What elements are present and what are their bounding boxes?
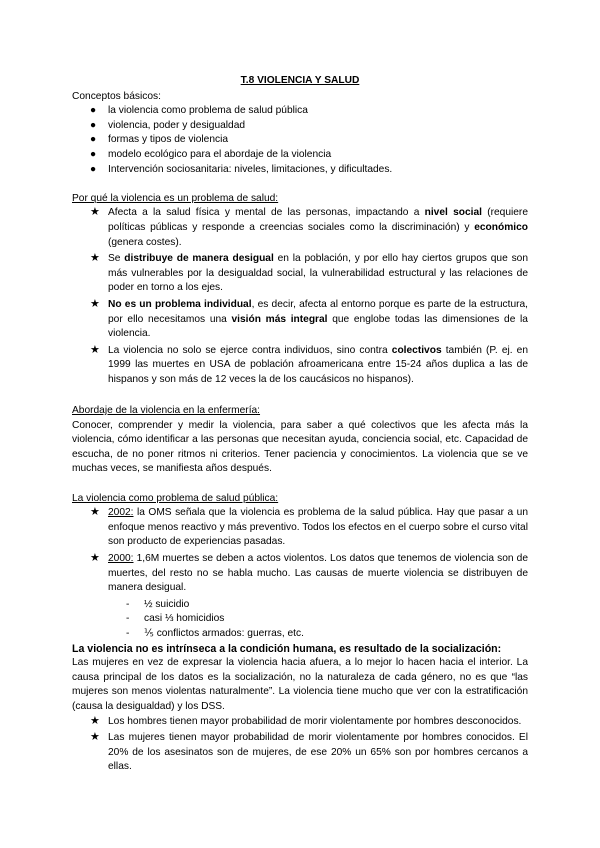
death-causes-list: [72, 598, 528, 642]
list-item: ● la violencia como problema de salud pública: [90, 104, 528, 119]
dash-icon: -: [126, 627, 130, 639]
document-title: T.8 VIOLENCIA Y SALUD: [240, 75, 360, 86]
why-health-list: [72, 206, 528, 387]
section-heading-public-health: La violencia como problema de salud pública:: [72, 492, 279, 504]
bold-statement: La violencia no es intrínseca a la condición humana, es resultado de la socialización:: [72, 642, 502, 655]
bullet-icon: ●: [90, 119, 97, 131]
list-item: ★ La violencia no solo se ejerce contra individuos, sino contra colectivos también (P. ej. en 1999 las muertes en USA de población afroamericana entre 15-24 años duplica a las de hispanos y son más de 12 veces la de los caucásicos no hispanos).: [90, 343, 528, 385]
star-icon: ★: [90, 252, 100, 265]
list-item: - ½ suicidio: [126, 598, 528, 613]
list-item: - ⅕ conflictos armados: guerras, etc.: [126, 627, 528, 642]
section-heading-why-health: Por qué la violencia es un problema de salud:: [72, 192, 279, 204]
bullet-icon: ●: [90, 105, 97, 117]
list-item: ★ 2000: 1,6M muertes se deben a actos violentos. Los datos que tenemos de violencia son de muertes, del resto no se habla mucho. Las causas de muerte violencia se distribuyen de manera desigual.: [90, 552, 528, 594]
dash-icon: -: [126, 598, 130, 610]
intro-list: [72, 104, 528, 177]
list-item: - casi ⅓ homicidios: [126, 612, 528, 627]
list-item: ★ 2002: la OMS señala que la violencia es problema de la salud pública. Hay que pasar a un enfoque menos reactivo y más preventivo. Todos los efectos en el cuerpo sobre el curso vital son producto de experiencias pasadas.: [90, 506, 528, 548]
intro-heading: Conceptos básicos:: [72, 90, 161, 102]
bullet-icon: ●: [90, 134, 97, 146]
list-item: ★ No es un problema individual, es decir, afecta al entorno porque es parte de la estructura, por ello necesitamos una visión más integral que englobe todas las dimensiones de la violencia.: [90, 297, 529, 340]
star-icon: ★: [90, 297, 100, 310]
list-item: ★ Afecta a la salud física y mental de las personas, impactando a nivel social (requiere políticas públicas y responde a creencias sociales como la discriminación) y económico (genera costes).: [90, 206, 528, 248]
bullet-icon: ●: [90, 163, 97, 175]
gender-list: [72, 715, 528, 775]
socialization-paragraph: Las mujeres en vez de expresar la violencia hacia afuera, a lo mejor lo hacen hacia el interior. La causa principal de los datos es la socialización, no la naturaleza de cada género, no es que “las mujeres son menos violentas naturalmente”. La violencia tiene mucho que ver con la estratificación (causa la desigualdad) y los DSS.: [72, 657, 528, 712]
list-item: ● formas y tipos de violencia: [90, 133, 528, 148]
star-icon: ★: [90, 506, 100, 519]
bullet-icon: ●: [90, 148, 97, 160]
list-item: ● violencia, poder y desigualdad: [90, 119, 528, 134]
list-item: ★ Las mujeres tienen mayor probabilidad de morir violentamente por hombres conocidos. El 20% de los asesinatos son de mujeres, de ese 20% un 65% son por hombres cercanos a ellas.: [90, 731, 528, 773]
star-icon: ★: [90, 714, 100, 727]
public-health-list: [72, 506, 528, 596]
section-heading-nursing: Abordaje de la violencia en la enfermería:: [72, 405, 261, 417]
list-item: ● Intervención sociosanitaria: niveles, limitaciones, y dificultades.: [90, 163, 528, 178]
star-icon: ★: [90, 731, 100, 744]
list-item: ★ Los hombres tienen mayor probabilidad de morir violentamente por hombres desconocidos.: [90, 714, 522, 727]
star-icon: ★: [90, 343, 100, 356]
list-item: ● modelo ecológico para el abordaje de la violencia: [90, 148, 528, 163]
list-item: ★ Se distribuye de manera desigual en la población, y por ello hay ciertos grupos que son más vulnerables por la desigualdad social, la vulnerabilidad estructural y las relaciones de poder en torno a los ejes.: [90, 252, 528, 294]
nursing-paragraph: Conocer, comprender y medir la violencia, para saber a qué colectivos que les afecta más la violencia, cómo identificar a las personas que necesitan ayuda, conciencia social, etc. Capacidad de escucha, de no poner ritmos ni criterios. Tener paciencia y conocimientos. La violencia que se ve muchas veces, se manifiesta años después.: [72, 419, 528, 475]
document-page: [72, 74, 528, 777]
dash-icon: -: [126, 613, 130, 625]
star-icon: ★: [90, 552, 100, 564]
star-icon: ★: [90, 206, 100, 219]
